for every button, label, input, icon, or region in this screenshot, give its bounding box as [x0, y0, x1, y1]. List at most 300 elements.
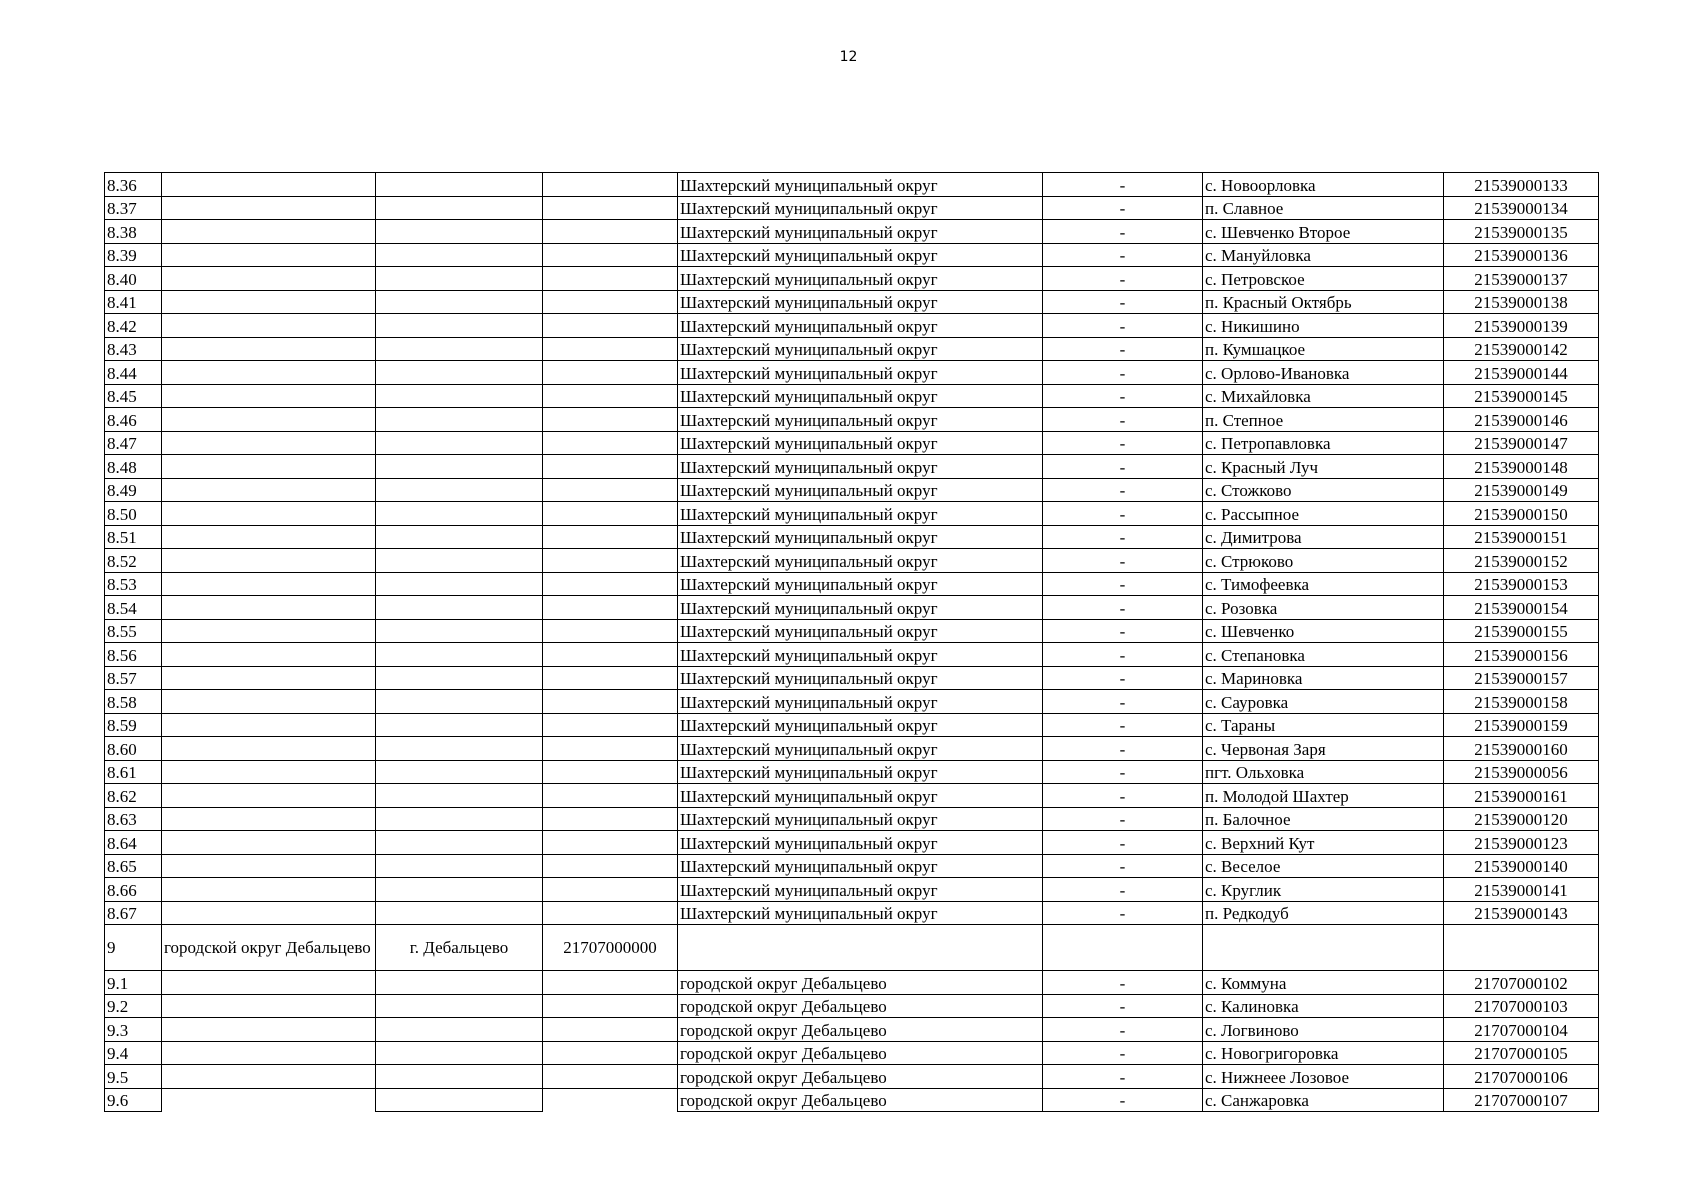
dash-cell: -: [1043, 619, 1203, 643]
admin-center-cell: [376, 525, 543, 549]
territory-name-cell: [162, 760, 376, 784]
municipality-cell: Шахтерский муниципальный округ: [678, 831, 1043, 855]
settlement-cell: п. Редкодуб: [1203, 901, 1444, 925]
row-number-cell: 8.63: [105, 807, 162, 831]
settlement-cell: с. Михайловка: [1203, 384, 1444, 408]
territory-code-cell: [543, 690, 678, 714]
table-row: [105, 854, 1599, 878]
territory-code-cell: [543, 971, 678, 995]
row-number-cell: 9.2: [105, 994, 162, 1018]
admin-center-cell: [376, 878, 543, 902]
municipality-cell: городской округ Дебальцево: [678, 1065, 1043, 1089]
territory-code-cell: [543, 878, 678, 902]
admin-center-cell: г. Дебальцево: [376, 925, 543, 971]
territory-code-cell: [543, 220, 678, 244]
territory-code-cell: [543, 384, 678, 408]
dash-cell: -: [1043, 243, 1203, 267]
admin-center-cell: [376, 384, 543, 408]
municipality-cell: Шахтерский муниципальный округ: [678, 572, 1043, 596]
dash-cell: -: [1043, 994, 1203, 1018]
territory-name-cell: [162, 455, 376, 479]
admin-center-cell: [376, 243, 543, 267]
territory-name-cell: [162, 737, 376, 761]
settlements-table: [104, 172, 1599, 1112]
row-number-cell: 8.43: [105, 337, 162, 361]
dash-cell: -: [1043, 196, 1203, 220]
row-number-cell: 8.38: [105, 220, 162, 244]
code-cell: 21539000142: [1444, 337, 1599, 361]
admin-center-cell: [376, 408, 543, 432]
code-cell: 21539000158: [1444, 690, 1599, 714]
territory-name-cell: [162, 173, 376, 197]
table-row: [105, 901, 1599, 925]
settlement-cell: с. Новоорловка: [1203, 173, 1444, 197]
settlement-cell: п. Степное: [1203, 408, 1444, 432]
municipality-cell: Шахтерский муниципальный округ: [678, 878, 1043, 902]
table-body-district-9: [105, 971, 1599, 1112]
row-number-cell: 9.5: [105, 1065, 162, 1089]
table-row-district: [105, 925, 1599, 971]
territory-code-cell: [543, 478, 678, 502]
table-row: [105, 807, 1599, 831]
municipality-cell: Шахтерский муниципальный округ: [678, 478, 1043, 502]
table-row: [105, 831, 1599, 855]
row-number-cell: 8.61: [105, 760, 162, 784]
admin-center-cell: [376, 619, 543, 643]
dash-cell: -: [1043, 572, 1203, 596]
dash-cell: -: [1043, 478, 1203, 502]
settlement-cell: с. Орлово-Ивановка: [1203, 361, 1444, 385]
territory-name-cell: [162, 572, 376, 596]
territory-code-cell: [543, 713, 678, 737]
territory-code-cell: [543, 314, 678, 338]
territory-code-cell: [543, 1088, 678, 1112]
settlement-cell: с. Веселое: [1203, 854, 1444, 878]
settlement-cell: с. Димитрова: [1203, 525, 1444, 549]
dash-cell: -: [1043, 455, 1203, 479]
settlement-cell: с. Рассыпное: [1203, 502, 1444, 526]
code-cell: 21707000104: [1444, 1018, 1599, 1042]
territory-name-cell: [162, 971, 376, 995]
territory-code-cell: [543, 666, 678, 690]
admin-center-cell: [376, 314, 543, 338]
admin-center-cell: [376, 290, 543, 314]
territory-name-cell: [162, 1041, 376, 1065]
territory-name-cell: [162, 666, 376, 690]
dash-cell: -: [1043, 408, 1203, 432]
dash-cell: -: [1043, 1018, 1203, 1042]
dash-cell: -: [1043, 1041, 1203, 1065]
code-cell: 21707000107: [1444, 1088, 1599, 1112]
territory-code-cell: [543, 1018, 678, 1042]
dash-cell: -: [1043, 901, 1203, 925]
territory-code-cell: [543, 901, 678, 925]
dash-cell: -: [1043, 596, 1203, 620]
territory-code-cell: [543, 525, 678, 549]
admin-center-cell: [376, 713, 543, 737]
admin-center-cell: [376, 173, 543, 197]
row-number-cell: 9.3: [105, 1018, 162, 1042]
code-cell: 21539000153: [1444, 572, 1599, 596]
code-cell: 21539000139: [1444, 314, 1599, 338]
code-cell: 21539000161: [1444, 784, 1599, 808]
municipality-cell: Шахтерский муниципальный округ: [678, 549, 1043, 573]
territory-name-cell: [162, 549, 376, 573]
municipality-cell: Шахтерский муниципальный округ: [678, 854, 1043, 878]
row-number-cell: 8.64: [105, 831, 162, 855]
row-number-cell: 8.39: [105, 243, 162, 267]
territory-code-cell: [543, 572, 678, 596]
row-number-cell: 8.47: [105, 431, 162, 455]
settlement-cell: с. Никишино: [1203, 314, 1444, 338]
dash-cell: -: [1043, 1065, 1203, 1089]
admin-center-cell: [376, 666, 543, 690]
territory-code-cell: [543, 267, 678, 291]
municipality-cell: [678, 925, 1043, 971]
territory-code-cell: [543, 243, 678, 267]
table-row: [105, 619, 1599, 643]
table-row: [105, 361, 1599, 385]
dash-cell: -: [1043, 525, 1203, 549]
dash-cell: -: [1043, 361, 1203, 385]
admin-center-cell: [376, 431, 543, 455]
territory-code-cell: [543, 455, 678, 479]
dash-cell: -: [1043, 549, 1203, 573]
admin-center-cell: [376, 502, 543, 526]
dash-cell: -: [1043, 690, 1203, 714]
table-row: [105, 243, 1599, 267]
territory-code-cell: [543, 619, 678, 643]
territory-name-cell: [162, 290, 376, 314]
municipality-cell: Шахтерский муниципальный округ: [678, 361, 1043, 385]
row-number-cell: 9: [105, 925, 162, 971]
code-cell: 21539000150: [1444, 502, 1599, 526]
dash-cell: -: [1043, 220, 1203, 244]
territory-code-cell: 21707000000: [543, 925, 678, 971]
municipality-cell: Шахтерский муниципальный округ: [678, 267, 1043, 291]
territory-name-cell: [162, 784, 376, 808]
table-row: [105, 314, 1599, 338]
territory-name-cell: [162, 502, 376, 526]
table-row: [105, 643, 1599, 667]
territory-name-cell: [162, 243, 376, 267]
dash-cell: -: [1043, 267, 1203, 291]
code-cell: 21539000143: [1444, 901, 1599, 925]
table-body-district-9-header: [105, 925, 1599, 971]
code-cell: 21539000148: [1444, 455, 1599, 479]
dash-cell: -: [1043, 760, 1203, 784]
settlement-cell: с. Розовка: [1203, 596, 1444, 620]
table-row: [105, 572, 1599, 596]
municipality-cell: Шахтерский муниципальный округ: [678, 290, 1043, 314]
code-cell: 21539000056: [1444, 760, 1599, 784]
settlement-cell: с. Мануйловка: [1203, 243, 1444, 267]
row-number-cell: 8.58: [105, 690, 162, 714]
table-row: [105, 690, 1599, 714]
code-cell: 21539000147: [1444, 431, 1599, 455]
municipality-cell: городской округ Дебальцево: [678, 1088, 1043, 1112]
code-cell: 21539000146: [1444, 408, 1599, 432]
row-number-cell: 8.46: [105, 408, 162, 432]
territory-name-cell: [162, 314, 376, 338]
settlement-cell: п. Кумшацкое: [1203, 337, 1444, 361]
admin-center-cell: [376, 784, 543, 808]
row-number-cell: 8.66: [105, 878, 162, 902]
territory-name-cell: [162, 478, 376, 502]
dash-cell: -: [1043, 854, 1203, 878]
table-row: [105, 502, 1599, 526]
row-number-cell: 9.4: [105, 1041, 162, 1065]
admin-center-cell: [376, 549, 543, 573]
code-cell: 21539000136: [1444, 243, 1599, 267]
territory-name-cell: [162, 619, 376, 643]
admin-center-cell: [376, 455, 543, 479]
row-number-cell: 8.48: [105, 455, 162, 479]
territory-code-cell: [543, 643, 678, 667]
code-cell: 21539000141: [1444, 878, 1599, 902]
code-cell: 21539000152: [1444, 549, 1599, 573]
territory-name-cell: [162, 643, 376, 667]
row-number-cell: 8.40: [105, 267, 162, 291]
municipality-cell: Шахтерский муниципальный округ: [678, 901, 1043, 925]
code-cell: 21707000102: [1444, 971, 1599, 995]
dash-cell: -: [1043, 971, 1203, 995]
row-number-cell: 8.60: [105, 737, 162, 761]
municipality-cell: Шахтерский муниципальный округ: [678, 690, 1043, 714]
territory-code-cell: [543, 549, 678, 573]
row-number-cell: 8.55: [105, 619, 162, 643]
admin-center-cell: [376, 220, 543, 244]
territory-code-cell: [543, 1065, 678, 1089]
settlement-cell: с. Шевченко Второе: [1203, 220, 1444, 244]
dash-cell: -: [1043, 314, 1203, 338]
code-cell: 21539000145: [1444, 384, 1599, 408]
table-row: [105, 1018, 1599, 1042]
settlement-cell: с. Петропавловка: [1203, 431, 1444, 455]
table-row: [105, 878, 1599, 902]
municipality-cell: городской округ Дебальцево: [678, 1041, 1043, 1065]
table-row: [105, 455, 1599, 479]
row-number-cell: 8.54: [105, 596, 162, 620]
row-number-cell: 8.57: [105, 666, 162, 690]
territory-name-cell: [162, 713, 376, 737]
dash-cell: -: [1043, 384, 1203, 408]
territory-code-cell: [543, 502, 678, 526]
municipality-cell: Шахтерский муниципальный округ: [678, 525, 1043, 549]
table-row: [105, 1041, 1599, 1065]
dash-cell: -: [1043, 784, 1203, 808]
table-row: [105, 173, 1599, 197]
admin-center-cell: [376, 831, 543, 855]
settlement-cell: с. Стожково: [1203, 478, 1444, 502]
dash-cell: -: [1043, 1088, 1203, 1112]
municipality-cell: Шахтерский муниципальный округ: [678, 408, 1043, 432]
table-row: [105, 196, 1599, 220]
row-number-cell: 8.45: [105, 384, 162, 408]
municipality-cell: Шахтерский муниципальный округ: [678, 760, 1043, 784]
municipality-cell: Шахтерский муниципальный округ: [678, 337, 1043, 361]
territory-code-cell: [543, 760, 678, 784]
admin-center-cell: [376, 760, 543, 784]
row-number-cell: 8.53: [105, 572, 162, 596]
code-cell: 21539000134: [1444, 196, 1599, 220]
code-cell: 21539000133: [1444, 173, 1599, 197]
row-number-cell: 8.37: [105, 196, 162, 220]
admin-center-cell: [376, 807, 543, 831]
table-row: [105, 525, 1599, 549]
admin-center-cell: [376, 572, 543, 596]
territory-name-cell: [162, 408, 376, 432]
admin-center-cell: [376, 643, 543, 667]
code-cell: [1444, 925, 1599, 971]
settlement-cell: [1203, 925, 1444, 971]
dash-cell: -: [1043, 831, 1203, 855]
row-number-cell: 8.36: [105, 173, 162, 197]
settlement-cell: с. Коммуна: [1203, 971, 1444, 995]
territory-code-cell: [543, 431, 678, 455]
row-number-cell: 8.42: [105, 314, 162, 338]
table-row: [105, 478, 1599, 502]
territory-code-cell: [543, 831, 678, 855]
table-row: [105, 971, 1599, 995]
code-cell: 21539000149: [1444, 478, 1599, 502]
territory-code-cell: [543, 596, 678, 620]
settlement-cell: пгт. Ольховка: [1203, 760, 1444, 784]
territory-name-cell: [162, 596, 376, 620]
table-row: [105, 760, 1599, 784]
territory-name-cell: городской округ Дебальцево: [162, 925, 376, 971]
dash-cell: -: [1043, 737, 1203, 761]
territory-name-cell: [162, 878, 376, 902]
municipality-cell: Шахтерский муниципальный округ: [678, 807, 1043, 831]
municipality-cell: городской округ Дебальцево: [678, 971, 1043, 995]
settlement-cell: с. Логвиново: [1203, 1018, 1444, 1042]
row-number-cell: 8.50: [105, 502, 162, 526]
table-row: [105, 596, 1599, 620]
territory-name-cell: [162, 1088, 376, 1112]
code-cell: 21539000144: [1444, 361, 1599, 385]
admin-center-cell: [376, 1088, 543, 1112]
territory-name-cell: [162, 690, 376, 714]
territory-name-cell: [162, 267, 376, 291]
table-row: [105, 549, 1599, 573]
admin-center-cell: [376, 737, 543, 761]
code-cell: 21539000138: [1444, 290, 1599, 314]
table-row: [105, 1088, 1599, 1112]
code-cell: 21707000105: [1444, 1041, 1599, 1065]
settlement-cell: с. Мариновка: [1203, 666, 1444, 690]
territory-name-cell: [162, 337, 376, 361]
dash-cell: -: [1043, 290, 1203, 314]
settlement-cell: с. Нижнеее Лозовое: [1203, 1065, 1444, 1089]
table-row: [105, 994, 1599, 1018]
row-number-cell: 8.59: [105, 713, 162, 737]
settlement-cell: с. Шевченко: [1203, 619, 1444, 643]
territory-name-cell: [162, 361, 376, 385]
municipality-cell: Шахтерский муниципальный округ: [678, 713, 1043, 737]
territory-name-cell: [162, 525, 376, 549]
territory-code-cell: [543, 854, 678, 878]
code-cell: 21539000160: [1444, 737, 1599, 761]
territory-name-cell: [162, 807, 376, 831]
territory-name-cell: [162, 220, 376, 244]
territory-name-cell: [162, 1065, 376, 1089]
municipality-cell: Шахтерский муниципальный округ: [678, 784, 1043, 808]
territory-name-cell: [162, 994, 376, 1018]
settlement-cell: п. Балочное: [1203, 807, 1444, 831]
settlement-cell: с. Санжаровка: [1203, 1088, 1444, 1112]
territory-code-cell: [543, 196, 678, 220]
admin-center-cell: [376, 361, 543, 385]
row-number-cell: 8.44: [105, 361, 162, 385]
admin-center-cell: [376, 1041, 543, 1065]
row-number-cell: 8.51: [105, 525, 162, 549]
municipality-cell: Шахтерский муниципальный округ: [678, 619, 1043, 643]
row-number-cell: 9.6: [105, 1088, 162, 1112]
admin-center-cell: [376, 901, 543, 925]
settlement-cell: с. Тимофеевка: [1203, 572, 1444, 596]
table-row: [105, 408, 1599, 432]
territory-code-cell: [543, 1041, 678, 1065]
page-number: 12: [839, 49, 858, 65]
municipality-cell: Шахтерский муниципальный округ: [678, 666, 1043, 690]
territory-name-cell: [162, 831, 376, 855]
settlement-cell: п. Славное: [1203, 196, 1444, 220]
code-cell: 21539000123: [1444, 831, 1599, 855]
settlement-cell: с. Тараны: [1203, 713, 1444, 737]
settlement-cell: с. Сауровка: [1203, 690, 1444, 714]
territory-code-cell: [543, 994, 678, 1018]
territory-name-cell: [162, 1018, 376, 1042]
settlement-cell: с. Верхний Кут: [1203, 831, 1444, 855]
table-row: [105, 384, 1599, 408]
municipality-cell: Шахтерский муниципальный округ: [678, 455, 1043, 479]
code-cell: 21539000157: [1444, 666, 1599, 690]
settlement-cell: с. Калиновка: [1203, 994, 1444, 1018]
admin-center-cell: [376, 690, 543, 714]
territory-code-cell: [543, 173, 678, 197]
table-body-district-8: [105, 173, 1599, 925]
code-cell: 21539000120: [1444, 807, 1599, 831]
row-number-cell: 8.49: [105, 478, 162, 502]
admin-center-cell: [376, 854, 543, 878]
municipality-cell: Шахтерский муниципальный округ: [678, 384, 1043, 408]
code-cell: 21539000155: [1444, 619, 1599, 643]
municipality-cell: Шахтерский муниципальный округ: [678, 431, 1043, 455]
code-cell: 21539000154: [1444, 596, 1599, 620]
municipality-cell: городской округ Дебальцево: [678, 1018, 1043, 1042]
table-row: [105, 666, 1599, 690]
table-row: [105, 1065, 1599, 1089]
territory-code-cell: [543, 737, 678, 761]
row-number-cell: 8.67: [105, 901, 162, 925]
municipality-cell: Шахтерский муниципальный округ: [678, 314, 1043, 338]
municipality-cell: городской округ Дебальцево: [678, 994, 1043, 1018]
dash-cell: -: [1043, 502, 1203, 526]
admin-center-cell: [376, 196, 543, 220]
territory-code-cell: [543, 807, 678, 831]
code-cell: 21539000156: [1444, 643, 1599, 667]
table-row: [105, 290, 1599, 314]
territory-name-cell: [162, 196, 376, 220]
table-row: [105, 220, 1599, 244]
dash-cell: -: [1043, 878, 1203, 902]
code-cell: 21539000135: [1444, 220, 1599, 244]
municipality-cell: Шахтерский муниципальный округ: [678, 173, 1043, 197]
table-row: [105, 267, 1599, 291]
code-cell: 21707000103: [1444, 994, 1599, 1018]
territory-code-cell: [543, 290, 678, 314]
